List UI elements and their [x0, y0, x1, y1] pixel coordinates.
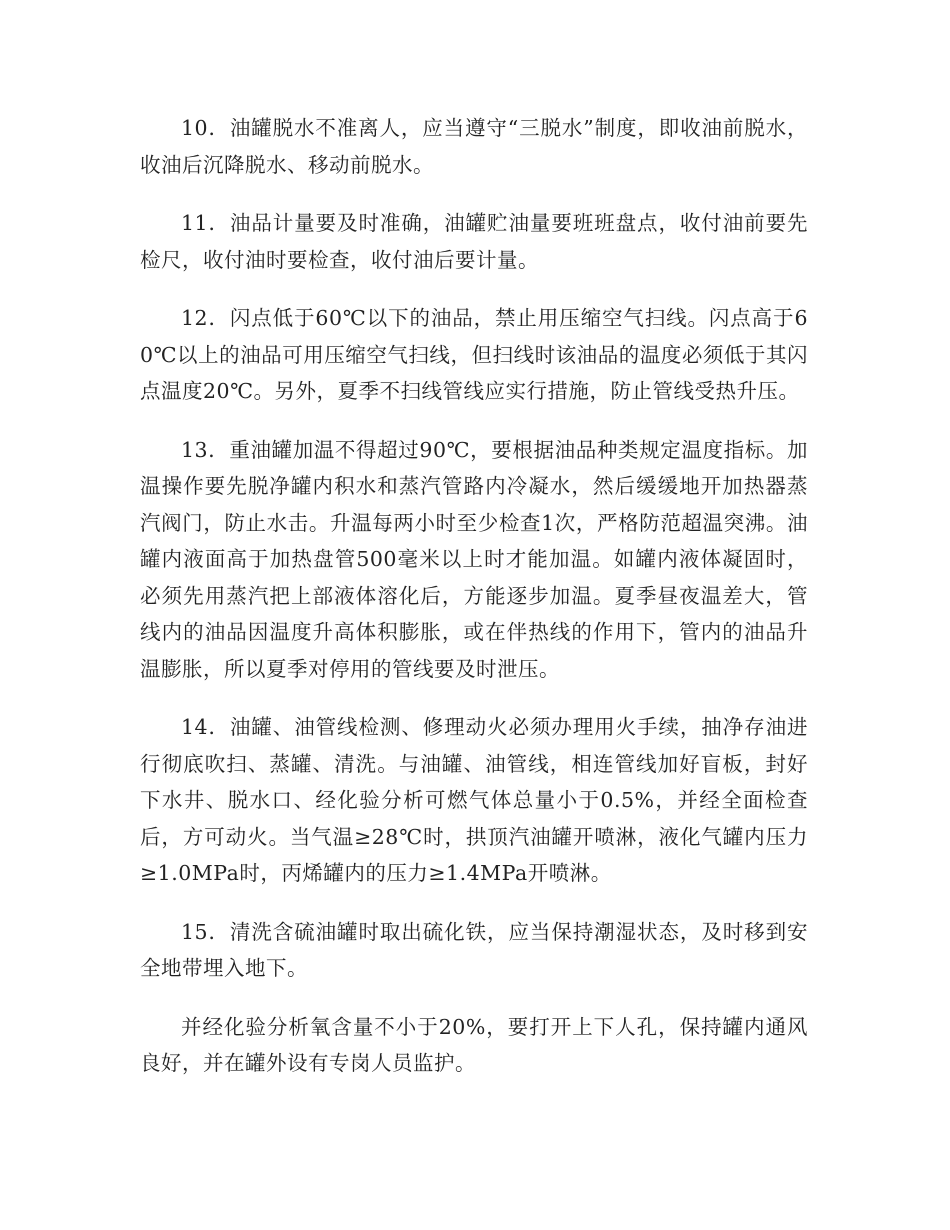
- paragraph-13: 13．重油罐加温不得超过90℃，要根据油品种类规定温度指标。加温操作要先脱净罐内积水和蒸汽管路内冷凝水，然后缓缓地开加热器蒸汽阀门，防止水击。升温每两小时至少检查1次，严格防范超温突沸。油罐内液面高于加热盘管500毫米以上时才能加温。如罐内液体凝固时，必须先用蒸汽把上部液体溶化后，方能逐步加温。夏季昼夜温差大，管线内的油品因温度升高体积膨胀，或在伴热线的作用下，管内的油品升温膨胀，所以夏季对停用的管线要及时泄压。: [140, 437, 808, 681]
- paragraph-11: 11．油品计量要及时准确，油罐贮油量要班班盘点，收付油前要先检尺，收付油时要检查，收付油后要计量。: [140, 211, 808, 272]
- paragraph-continuation: 并经化验分析氧含量不小于20%，要打开上下人孔，保持罐内通风良好，并在罐外设有专岗人员监护。: [140, 1014, 808, 1075]
- paragraph-12: 12．闪点低于60℃以下的油品，禁止用压缩空气扫线。闪点高于60℃以上的油品可用压缩空气扫线，但扫线时该油品的温度必须低于其闪点温度20℃。另外，夏季不扫线管线应实行措施，防止管线受热升压。: [140, 306, 808, 403]
- paragraph-15: 15．清洗含硫油罐时取出硫化铁，应当保持潮湿状态，及时移到安全地带埋入地下。: [140, 919, 808, 980]
- paragraph-14: 14．油罐、油管线检测、修理动火必须办理用火手续，抽净存油进行彻底吹扫、蒸罐、清洗。与油罐、油管线，相连管线加好盲板，封好下水井、脱水口、经化验分析可燃气体总量小于0.5%，并经全面检查后，方可动火。当气温≥28℃时，拱顶汽油罐开喷淋，液化气罐内压力≥1.0MPa时，丙烯罐内的压力≥1.4MPa开喷淋。: [140, 715, 808, 885]
- paragraph-10: 10．油罐脱水不准离人，应当遵守“三脱水”制度，即收油前脱水，收油后沉降脱水、移动前脱水。: [140, 116, 808, 177]
- document-body: [140, 110, 808, 1104]
